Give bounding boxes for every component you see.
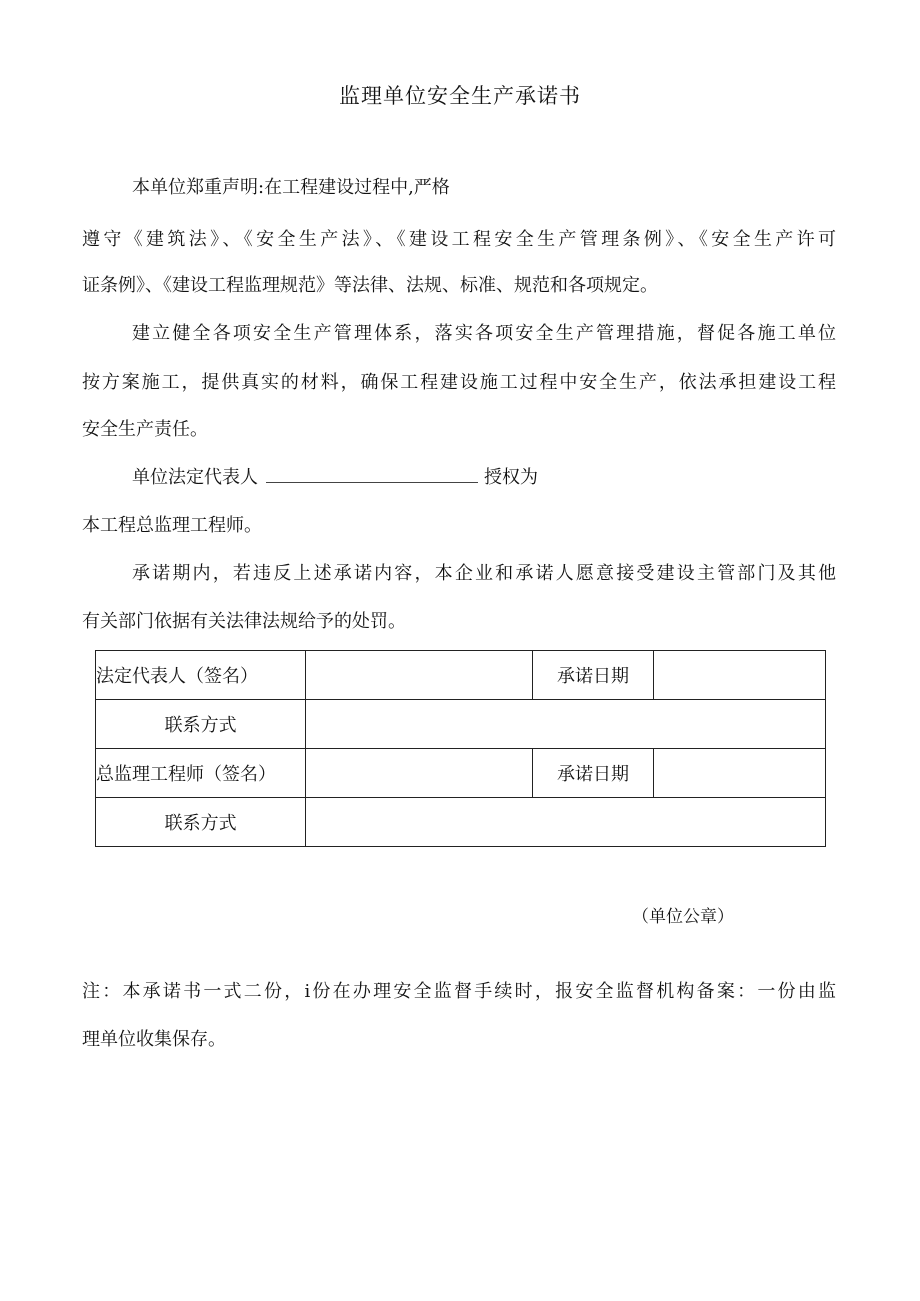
- paragraph-2-line-3: 安全生产责任。: [82, 419, 208, 440]
- legal-rep-contact-label: 联系方式: [96, 700, 306, 749]
- paragraph-4-line-1: 承诺期内，若违反上述承诺内容，本企业和承诺人愿意接受建设主管部门及其他: [132, 563, 836, 584]
- table-row: [96, 700, 826, 749]
- legal-rep-contact-cell[interactable]: [306, 700, 826, 749]
- chief-engineer-date-label: 承诺日期: [533, 749, 654, 798]
- authorization-line-2: 本工程总监理工程师。: [82, 515, 262, 536]
- chief-engineer-contact-label: 联系方式: [96, 798, 306, 847]
- document-title: 监理单位安全生产承诺书: [339, 84, 581, 108]
- legal-rep-signature-cell[interactable]: [306, 651, 533, 700]
- authorization-line: [132, 466, 538, 490]
- representative-name-blank[interactable]: [266, 466, 478, 483]
- company-seal-label: （单位公章）: [632, 907, 734, 927]
- paragraph-2-line-1: 建立健全各项安全生产管理体系，落实各项安全生产管理措施，督促各施工单位: [132, 323, 836, 344]
- chief-engineer-date-cell[interactable]: [653, 749, 825, 798]
- paragraph-2-line-2: 按方案施工，提供真实的材料，确保工程建设施工过程中安全生产，依法承担建设工程: [82, 372, 836, 393]
- legal-rep-signature-label: 法定代表人（签名）: [96, 651, 306, 700]
- authorization-suffix: 授权为: [484, 467, 538, 488]
- table-row: [96, 798, 826, 847]
- chief-engineer-signature-label: 总监理工程师（签名）: [96, 749, 306, 798]
- table-row: [96, 749, 826, 798]
- authorization-prefix: 单位法定代表人: [132, 467, 258, 488]
- paragraph-4-line-2: 有关部门依据有关法律法规给予的处罚。: [82, 611, 406, 632]
- note-line-1: 注：本承诺书一式二份，i份在办理安全监督手续时，报安全监督机构备案：一份由监: [82, 981, 836, 1002]
- note-line-2: 理单位收集保存。: [82, 1029, 226, 1050]
- declaration-line-1: 本单位郑重声明:在工程建设过程中,严格: [132, 177, 450, 198]
- declaration-line-2: 遵守《建筑法》、《安全生产法》、《建设工程安全生产管理条例》、《安全生产许可: [82, 229, 836, 250]
- legal-rep-date-label: 承诺日期: [533, 651, 654, 700]
- signature-table: [95, 650, 826, 847]
- legal-rep-date-cell[interactable]: [653, 651, 825, 700]
- chief-engineer-signature-cell[interactable]: [306, 749, 533, 798]
- chief-engineer-contact-cell[interactable]: [306, 798, 826, 847]
- declaration-line-3: 证条例》、《建设工程监理规范》等法律、法规、标准、规范和各项规定。: [82, 275, 658, 296]
- table-row: [96, 651, 826, 700]
